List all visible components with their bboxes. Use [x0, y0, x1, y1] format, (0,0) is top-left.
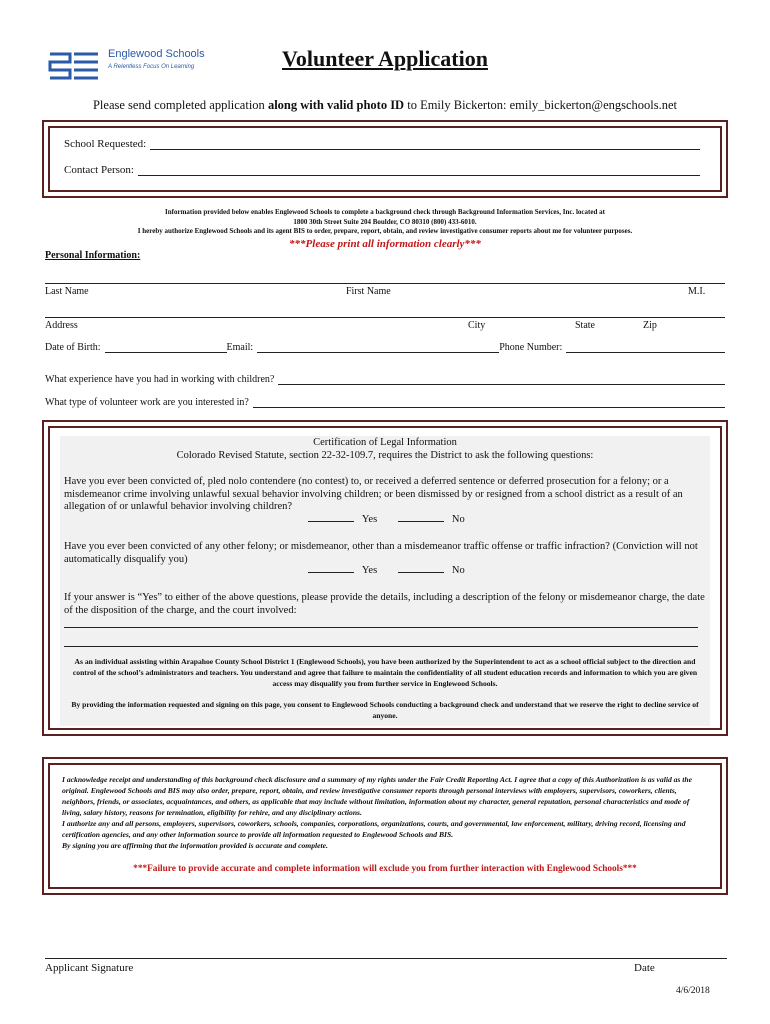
cert-heading — [64, 437, 706, 462]
personal-info-heading: Personal Information: — [45, 250, 141, 261]
experience-row — [45, 374, 725, 385]
acknowledgement-text — [62, 774, 708, 851]
q2-no-option[interactable] — [398, 565, 465, 576]
work-type-field[interactable] — [253, 397, 725, 408]
send-instructions — [0, 98, 770, 113]
disclosure-line-3: I hereby authorize Englewood Schools and its agent BIS to order, prepare, report, obtain, and review investigative consumer reports about me for volunteer purposes. — [137, 227, 633, 235]
phone-label: Phone Number: — [499, 342, 563, 353]
date-label: Date — [634, 962, 655, 974]
q2-no-label: No — [451, 565, 465, 576]
logo-name: Englewood Schools — [108, 48, 205, 60]
send-post: to Emily Bickerton: emily_bickerton@engschools.net — [404, 98, 678, 112]
disclosure-line-2: 1800 30th Street Suite 204 Boulder, CO 80310 (800) 433-6010. — [293, 217, 477, 226]
cert-question-1: Have you ever been convicted of, pled nolo contendere (no contest) to, or received a deferred sentence or deferred prosecution for a felony; or a misdemeanor crime involving unlawful sexual behavior involving children; or been dismissed by or resigned from a school district as a result of an allegation of or unlawful behavior involving children? — [64, 476, 683, 512]
consent-notice: By providing the information requested and signing on this page, you consent to Englewood Schools conducting a background check and understand that we reserve the right to decline service of anyone. — [71, 700, 699, 720]
school-official-notice: As an individual assisting within Arapahoe County School District 1 (Englewood Schools), you have been authorized by the Superintendent to act as a school official subject to the direction and control of the school’s administrators and teachers. You understand and agree that failure to maintain the confidentiality of all student education records and information to which you are given access may disqualify you from further service in Englewood Schools. — [72, 657, 698, 688]
contact-person-label: Contact Person: — [64, 164, 134, 176]
school-requested-field[interactable] — [150, 139, 700, 150]
school-requested-label: School Requested: — [64, 138, 147, 150]
name-line[interactable] — [45, 283, 725, 284]
send-pre: Please send completed application — [92, 98, 268, 112]
send-bold: along with valid photo ID — [267, 98, 405, 112]
q1-yes-option[interactable] — [308, 514, 377, 525]
cert-statute: Colorado Revised Statute, section 22-32-109.7, requires the District to ask the following questions: — [176, 449, 594, 461]
experience-field[interactable] — [278, 374, 725, 385]
q1-yes-label: Yes — [361, 514, 378, 525]
applicant-signature-label: Applicant Signature — [45, 962, 134, 974]
contact-person-row — [64, 164, 700, 176]
dob-field[interactable] — [105, 342, 227, 353]
zip-label: Zip — [643, 320, 657, 331]
q2-yes-label: Yes — [361, 565, 378, 576]
state-label: State — [575, 320, 595, 331]
accuracy-warning: ***Failure to provide accurate and complete information will exclude you from further interaction with Englewood Schools*** — [133, 864, 637, 874]
dob-email-phone-row — [45, 342, 725, 353]
email-field[interactable] — [257, 342, 499, 353]
cert-details-prompt: If your answer is “Yes” to either of the above questions, please provide the details, including a description of the felony or misdemeanor charge, the date of the disposition of the charge, and the court involved: — [64, 592, 705, 616]
q2-yes-blank[interactable] — [308, 572, 354, 573]
address-line[interactable] — [45, 317, 725, 318]
disclosure-line-1: Information provided below enables Englewood Schools to complete a background check through Background Information Services, Inc. located at — [165, 208, 605, 216]
document-date: 4/6/2018 — [676, 986, 710, 996]
logo-tagline: A Relentless Focus On Learning — [108, 64, 195, 70]
cert-question-2: Have you ever been convicted of any other felony; or misdemeanor, other than a misdemeanor traffic offense or traffic infraction? (Conviction will not automatically disqualify you) — [64, 541, 698, 565]
experience-label: What experience have you had in working with children? — [45, 374, 275, 385]
ack-text-3: By signing you are affirming that the information provided is accurate and complete. — [62, 841, 328, 850]
city-label: City — [468, 320, 486, 331]
details-line-2[interactable] — [64, 646, 698, 647]
cert-title: Certification of Legal Information — [313, 437, 457, 448]
q1-yes-blank[interactable] — [308, 521, 354, 522]
page-title: Volunteer Application — [282, 46, 488, 71]
school-requested-row — [64, 138, 700, 150]
school-contact-box — [42, 120, 728, 198]
details-line-1[interactable] — [64, 627, 698, 628]
work-type-row — [45, 397, 725, 408]
work-type-label: What type of volunteer work are you interested in? — [45, 397, 249, 408]
address-label: Address — [45, 320, 78, 331]
first-name-label: First Name — [346, 286, 391, 297]
q1-no-option[interactable] — [398, 514, 465, 525]
q2-yes-option[interactable] — [308, 565, 377, 576]
contact-person-field[interactable] — [138, 165, 700, 176]
q1-no-blank[interactable] — [398, 521, 444, 522]
ack-text-1: I acknowledge receipt and understanding of this background check disclosure and a summary of my rights under the Fair Credit Reporting Act. I agree that a copy of this Authorization is as valid as the original. Englewood Schools and BIS may also order, prepare, report, obtain, and review investigative consumer reports through personal interviews with employers, supervisors, coworkers, clients, neighbors, friends, or associates, acquaintances, and others, as applicable that may include without limitation, information about my character, general reputation, personal characteristics and mode of living, salary history, reasons for termination, eligibility for rehire, and any disciplinary actions. — [62, 775, 692, 817]
mi-label: M.I. — [688, 286, 706, 297]
q2-no-blank[interactable] — [398, 572, 444, 573]
last-name-label: Last Name — [45, 286, 89, 297]
phone-field[interactable] — [566, 342, 725, 353]
bis-disclosure — [60, 208, 710, 237]
signature-line[interactable] — [45, 958, 727, 959]
dob-label: Date of Birth: — [45, 342, 101, 353]
print-notice: ***Please print all information clearly*** — [289, 238, 481, 250]
q1-no-label: No — [451, 514, 465, 525]
email-label: Email: — [226, 342, 254, 353]
ack-text-2: I authorize any and all persons, employers, supervisors, coworkers, schools, companies, corporations, organizations, courts, and governmental, law enforcement, military, driving record, licensing and certification agencies, and any other information source to provide all information requested to Englewood Schools and BIS. — [62, 819, 686, 839]
